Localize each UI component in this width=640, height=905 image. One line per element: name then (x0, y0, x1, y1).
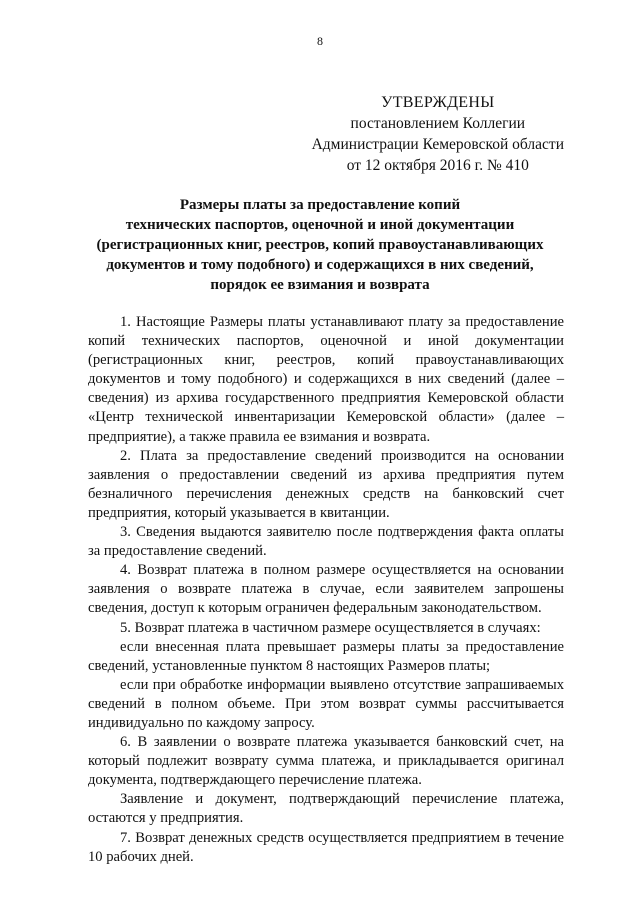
title-line: Размеры платы за предоставление копий (179, 197, 461, 213)
paragraph: 3. Сведения выдаются заявителю после подтверждения факта оплаты за предоставление сведений. (88, 524, 564, 560)
title-line: документов и тому подобного) и содержащихся в них сведений, (106, 257, 534, 273)
title-line: (регистрационных книг, реестров, копий правоустанавливающих (96, 237, 544, 253)
page-number: 8 (317, 34, 323, 48)
title-line: порядок ее взимания и возврата (210, 277, 430, 293)
title-line: технических паспортов, оценочной и иной документации (125, 217, 515, 233)
approval-block (312, 92, 564, 176)
document-body (88, 313, 564, 867)
paragraph: если при обработке информации выявлено отсутствие запрашиваемых сведений в полном объеме. При этом возврат суммы рассчитывается индивидуально по каждому запросу. (88, 676, 564, 731)
paragraph: 6. В заявлении о возврате платежа указывается банковский счет, на который подлежит возврату сумма платежа, и прикладывается оригинал документа, подтверждающего перечисление платежа. (88, 734, 564, 789)
approval-stamp: УТВЕРЖДЕНЫ (381, 94, 495, 111)
paragraph: 5. Возврат платежа в частичном размере осуществляется в случаях: (120, 619, 541, 636)
document-title (0, 195, 640, 295)
paragraph: 4. Возврат платежа в полном размере осуществляется на основании заявления о возврате платежа в случае, если заявителем запрошены сведения, доступ к которым ограничен федеральным законодательством. (88, 562, 564, 617)
paragraph: 2. Плата за предоставление сведений производится на основании заявления о предоставлении сведений из архива предприятия путем безналичного перечисления денежных средств на банковский счет предприятия, который указывается в квитанции. (88, 447, 564, 521)
paragraph: если внесенная плата превышает размеры платы за предоставление сведений, установленные пунктом 8 настоящих Размеров платы; (88, 638, 564, 674)
approval-date: от 12 октября 2016 г. № 410 (346, 157, 529, 174)
paragraph: 7. Возврат денежных средств осуществляется предприятием в течение 10 рабочих дней. (88, 829, 564, 865)
approval-line: Администрации Кемеровской области (311, 136, 564, 153)
paragraph: Заявление и документ, подтверждающий перечисление платежа, остаются у предприятия. (88, 791, 564, 827)
paragraph: 1. Настоящие Размеры платы устанавливают плату за предоставление копий технических паспортов, оценочной и иной документации (регистрационных книг, реестров, копий правоустанавливающих документов и тому подобного) и содержащихся в них сведений (далее – сведения) из архива государственного предприятия Кемеровской области «Центр технической инвентаризации Кемеровской области» (далее – предприятие), а также правила ее взимания и возврата. (88, 314, 564, 445)
approval-line: постановлением Коллегии (350, 115, 526, 132)
